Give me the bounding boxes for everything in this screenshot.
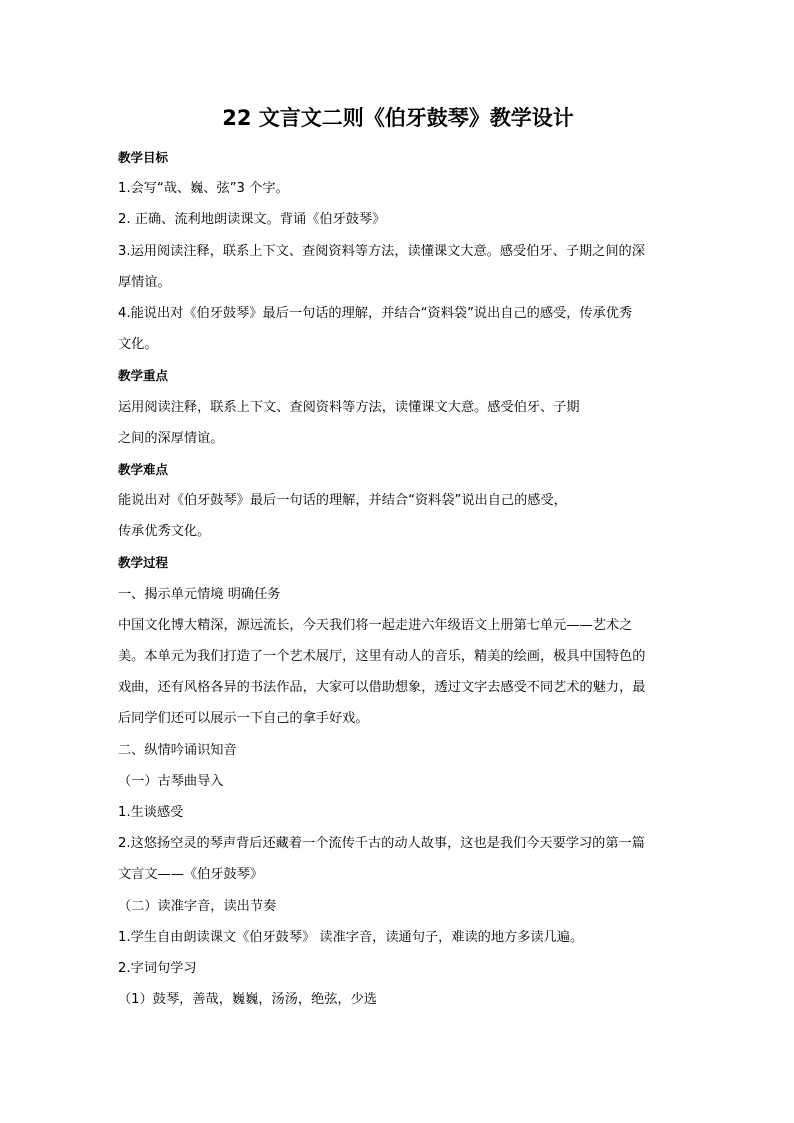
text-line: 能说出对《伯牙鼓琴》最后一句话的理解，并结合“资料袋”说出自己的感受， — [118, 493, 567, 509]
section-heading: 教学难点 — [118, 461, 169, 477]
text-line: 4.能说出对《伯牙鼓琴》最后一句话的理解，并结合“资料袋”说出自己的感受，传承优秀 — [118, 305, 633, 321]
document-title: 22 文言文二则《伯牙鼓琴》教学设计 — [222, 106, 574, 130]
text-line: 二、纵情吟诵识知音 — [118, 742, 237, 758]
text-line: （一）古琴曲导入 — [118, 773, 224, 789]
document-page — [118, 100, 678, 1015]
text-line: 3.运用阅读注释，联系上下文、查阅资料等方法，读懂课文大意。感受伯牙、子期之间的深 — [118, 243, 645, 259]
text-line: 文化。 — [118, 337, 158, 353]
text-line: 之间的深厚情谊。 — [118, 430, 224, 446]
text-line: 运用阅读注释，联系上下文、查阅资料等方法，读懂课文大意。感受伯牙、子期 — [118, 399, 580, 415]
section-heading: 教学过程 — [118, 555, 169, 571]
text-line: 传承优秀文化。 — [118, 524, 211, 540]
text-line: 2.这悠扬空灵的琴声背后还藏着一个流传千古的动人故事，这也是我们今天要学习的第一篇 — [118, 836, 645, 852]
text-line: 2. 正确、流利地朗读课文。背诵《伯牙鼓琴》 — [118, 212, 386, 228]
text-line: 1.生谈感受 — [118, 804, 184, 820]
text-line: 2.字词句学习 — [118, 960, 197, 976]
text-line: （1）鼓琴，善哉，巍巍，汤汤，绝弦，少选 — [118, 992, 377, 1008]
section-heading: 教学重点 — [118, 368, 169, 384]
section-heading: 教学目标 — [118, 150, 169, 165]
text-line: 厚情谊。 — [118, 274, 171, 290]
text-line: 戏曲，还有风格各异的书法作品，大家可以借助想象，透过文字去感受不同艺术的魅力，最 — [118, 680, 646, 696]
text-line: 1.学生自由朗读课文《伯牙鼓琴》 读准字音，读通句子，难读的地方多读几遍。 — [118, 929, 584, 945]
text-line: 文言文——《伯牙鼓琴》 — [118, 867, 264, 883]
text-line: 后同学们还可以展示一下自己的拿手好戏。 — [118, 711, 369, 727]
text-line: （二）读准字音，读出节奏 — [118, 898, 277, 914]
text-line: 一、揭示单元情境 明确任务 — [118, 586, 281, 602]
text-line: 中国文化博大精深，源远流长，今天我们将一起走进六年级语文上册第七单元——艺术之 — [118, 617, 633, 633]
document-body — [118, 142, 678, 1015]
text-line: 1.会写“哉、巍、弦”3 个字。 — [118, 181, 289, 197]
text-line: 美。本单元为我们打造了一个艺术展厅，这里有动人的音乐，精美的绘画，极具中国特色的 — [118, 649, 646, 664]
